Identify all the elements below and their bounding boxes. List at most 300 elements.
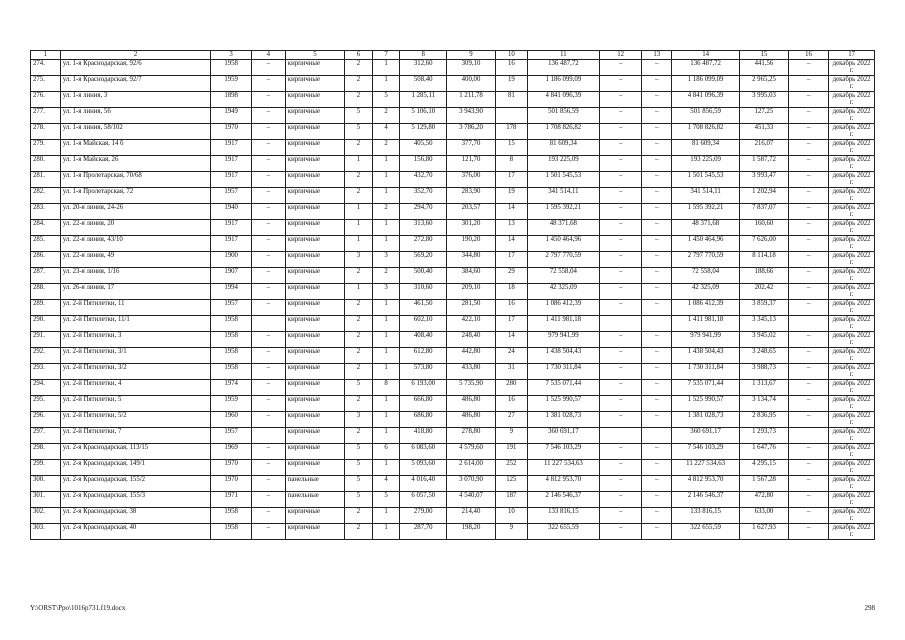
table-cell: 2 [345,364,373,380]
table-cell: – [642,204,672,220]
table-cell: 81 609,34 [527,140,599,156]
table-row [31,236,875,252]
table-cell: – [599,508,641,524]
table-cell: 285. [31,236,61,252]
table-cell: – [642,332,672,348]
table-row [31,300,875,316]
table-cell: 501 856,59 [527,108,599,124]
table-cell: – [599,412,641,428]
table-row [31,252,875,268]
table-row [31,220,875,236]
table-row [31,524,875,540]
table-cell: 1 525 990,57 [527,396,599,412]
table-cell: – [599,460,641,476]
table-cell: – [642,268,672,284]
table-cell: – [599,92,641,108]
table-cell: 1 587,72 [740,156,789,172]
table-cell: 1 647,76 [740,444,789,460]
table-row [31,124,875,140]
table-row [31,156,875,172]
table-cell: декабрь 2022 г. [829,460,875,476]
table-cell: 377,70 [447,140,496,156]
table-cell: 1 [345,156,373,172]
table-cell: 322 655,59 [527,524,599,540]
table-cell: 14 [495,332,527,348]
table-row [31,204,875,220]
table-cell: 1 313,67 [740,380,789,396]
table-cell: кирпичные [285,524,344,540]
table-cell: 569,20 [400,252,447,268]
table-cell: 1 525 990,57 [672,396,740,412]
table-cell: кирпичные [285,60,344,76]
table-cell: декабрь 2022 г. [829,348,875,364]
table-cell: 187 [495,492,527,508]
table-cell: – [251,492,285,508]
table-cell: 5 093,60 [400,460,447,476]
table-cell: 1 438 504,43 [672,348,740,364]
table-cell: 1 186 099,09 [672,76,740,92]
table-cell: ул. 26-я линия, 17 [60,284,211,300]
table-cell: 3 988,73 [740,364,789,380]
table-cell: кирпичные [285,268,344,284]
column-number-header: 10 [495,51,527,60]
table-cell: 2 [345,188,373,204]
table-cell: 3 [345,252,373,268]
table-cell: 125 [495,476,527,492]
table-cell: 1 293,73 [740,428,789,444]
table-cell: 6 057,50 [400,492,447,508]
column-number-header: 15 [740,51,789,60]
table-cell: – [788,124,828,140]
table-cell: 278,80 [447,428,496,444]
table-cell: 1969 [211,444,251,460]
table-cell: 573,80 [400,364,447,380]
table-cell: – [642,412,672,428]
table-cell: ул. 2-я Краснодарская, 149/1 [60,460,211,476]
table-cell: 979 941,99 [527,332,599,348]
table-cell: – [788,236,828,252]
table-cell: ул. 2-й Пятилетки, 11 [60,300,211,316]
table-cell: 1 595 392,21 [527,204,599,220]
table-cell: – [788,348,828,364]
table-cell: 352,70 [400,188,447,204]
table-cell: 501 856,59 [672,108,740,124]
table-cell: кирпичные [285,300,344,316]
table-cell: 2 797 770,59 [672,252,740,268]
table-cell: 3 945,02 [740,332,789,348]
table-cell: декабрь 2022 г. [829,60,875,76]
table-cell: 1959 [211,396,251,412]
table-cell: 979 941,99 [672,332,740,348]
column-number-header: 13 [642,51,672,60]
table-cell: – [251,332,285,348]
table-cell: 2 [345,300,373,316]
table-cell: 5 106,10 [400,108,447,124]
table-cell: – [599,220,641,236]
table-cell [788,316,828,332]
table-row [31,60,875,76]
table-cell: декабрь 2022 г. [829,300,875,316]
table-cell: 1958 [211,364,251,380]
table-cell: 2 [345,508,373,524]
table-cell: 18 [495,284,527,300]
table-cell: 405,50 [400,140,447,156]
table-cell: ул. 1-я линия, 3 [60,92,211,108]
table-cell: – [642,252,672,268]
table-cell: кирпичные [285,428,344,444]
table-cell: 11 227 534,63 [672,460,740,476]
table-cell: кирпичные [285,108,344,124]
table-cell: 418,80 [400,428,447,444]
table-row [31,412,875,428]
table-cell: 1 [372,460,400,476]
table-cell: 2 [345,172,373,188]
table-cell: 3 070,90 [447,476,496,492]
table-cell: 2 [345,92,373,108]
table-cell: ул. 2-я Краснодарская, 113/15 [60,444,211,460]
table-cell: 298. [31,444,61,460]
table-cell: 42 325,09 [527,284,599,300]
table-cell: 4 016,40 [400,476,447,492]
table-cell: 1 [372,156,400,172]
table-cell: 274. [31,60,61,76]
table-cell: 17 [495,252,527,268]
table-cell: 5 [345,444,373,460]
table-cell: – [788,396,828,412]
table-cell: ул. 22-я линия, 20 [60,220,211,236]
table-cell: 1 [372,76,400,92]
table-cell: 48 371,68 [527,220,599,236]
table-cell: 1917 [211,172,251,188]
table-cell: – [251,300,285,316]
table-cell: 8 [495,156,527,172]
table-cell: 2 [345,140,373,156]
table-cell: 178 [495,124,527,140]
table-cell: 13 [495,220,527,236]
table-cell: – [599,124,641,140]
table-cell: – [788,156,828,172]
table-cell: 7 546 103,29 [527,444,599,460]
column-number-header: 8 [400,51,447,60]
table-cell: – [642,108,672,124]
table-cell: – [251,92,285,108]
table-cell: 2 146 546,37 [527,492,599,508]
table-row [31,140,875,156]
table-cell: 1 [372,412,400,428]
table-cell: кирпичные [285,364,344,380]
table-cell: кирпичные [285,236,344,252]
table-cell: декабрь 2022 г. [829,252,875,268]
table-cell: 322 655,59 [672,524,740,540]
table-cell: 136 487,72 [672,60,740,76]
table-cell: декабрь 2022 г. [829,76,875,92]
table-cell: – [251,204,285,220]
table-cell: 461,50 [400,300,447,316]
table-cell: 300. [31,476,61,492]
table-cell: кирпичные [285,396,344,412]
table-cell: 1 285,11 [400,92,447,108]
table-cell: 160,60 [740,220,789,236]
table-cell: 666,80 [400,396,447,412]
table-cell: 2 [345,268,373,284]
table-cell: 15 [495,140,527,156]
table-cell: 191 [495,444,527,460]
table-cell: – [788,364,828,380]
table-cell: – [251,124,285,140]
table-cell: 2 [372,140,400,156]
table-cell: 1949 [211,108,251,124]
table-cell: 1957 [211,428,251,444]
table-cell: 19 [495,188,527,204]
table-cell: ул. 1-я линия, 56 [60,108,211,124]
table-cell: декабрь 2022 г. [829,412,875,428]
table-cell: кирпичные [285,140,344,156]
table-cell: ул. 22-я линия, 49 [60,252,211,268]
table-cell: – [599,380,641,396]
table-cell: 193 225,09 [527,156,599,172]
table-cell: 9 [495,524,527,540]
table-cell: 1 501 545,53 [527,172,599,188]
table-cell: 282. [31,188,61,204]
table-cell: декабрь 2022 г. [829,156,875,172]
table-cell: 48 371,68 [672,220,740,236]
table-cell: 5 [345,476,373,492]
table-cell: – [599,444,641,460]
table-cell: панельные [285,492,344,508]
table-cell: 4 812 953,70 [527,476,599,492]
table-cell: ул. 2-я Краснодарская, 155/2 [60,476,211,492]
table-row [31,348,875,364]
page-number: 298 [864,604,875,612]
table-cell: 3 [372,252,400,268]
footer-file-path: Y:\ORST\Ppo\1016p731.f19.docx [30,604,126,612]
table-cell: 5 [345,492,373,508]
table-cell: 1 411 981,18 [527,316,599,332]
table-cell: – [788,476,828,492]
table-cell: 313,60 [400,220,447,236]
table-cell: 136 487,72 [527,60,599,76]
table-cell [642,316,672,332]
table-cell: ул. 2-й Пятилетки, 4 [60,380,211,396]
table-cell: – [788,220,828,236]
table-cell: ул. 2-я Краснодарская, 40 [60,524,211,540]
table-cell: 283,90 [447,188,496,204]
table-cell: 24 [495,348,527,364]
table-cell: – [788,172,828,188]
table-cell: 4 579,60 [447,444,496,460]
table-cell: 2 965,25 [740,76,789,92]
table-cell: 1 186 099,09 [527,76,599,92]
table-cell: – [251,156,285,172]
table-cell: 1917 [211,156,251,172]
table-cell: 1970 [211,476,251,492]
table-row [31,380,875,396]
table-cell: 6 083,60 [400,444,447,460]
table-cell: ул. 1-я Майская, 26 [60,156,211,172]
table-cell: 193 225,09 [672,156,740,172]
table-cell: ул. 2-й Пятилетки, 5/2 [60,412,211,428]
table-cell: 4 841 096,39 [527,92,599,108]
table-cell: – [251,508,285,524]
table-cell: – [642,124,672,140]
table-cell: 1974 [211,380,251,396]
table-cell: – [788,492,828,508]
table-cell: 1994 [211,284,251,300]
column-number-header: 16 [788,51,828,60]
table-cell: – [599,252,641,268]
table-cell: 1898 [211,92,251,108]
table-cell: кирпичные [285,332,344,348]
table-cell: 1 [372,524,400,540]
table-cell: – [788,76,828,92]
table-cell: декабрь 2022 г. [829,204,875,220]
table-cell: 376,00 [447,172,496,188]
table-cell: – [642,60,672,76]
table-cell: 296. [31,412,61,428]
table-cell: кирпичные [285,92,344,108]
table-cell: 1 567,28 [740,476,789,492]
table-cell: 288. [31,284,61,300]
table-cell: 42 325,09 [672,284,740,300]
table-cell: 279,00 [400,508,447,524]
table-cell: – [599,364,641,380]
table-cell: 190,20 [447,236,496,252]
table-cell: 1 438 504,43 [527,348,599,364]
table-cell: 214,40 [447,508,496,524]
table-cell: 5 [345,108,373,124]
table-cell: кирпичные [285,188,344,204]
table-cell: – [599,204,641,220]
table-cell: ул. 1-я Краснодарская, 92/7 [60,76,211,92]
table-cell: 281. [31,172,61,188]
table-cell: 408,40 [400,332,447,348]
table-cell: 686,80 [400,412,447,428]
table-cell: 7 546 103,29 [672,444,740,460]
table-cell: – [788,524,828,540]
table-cell: 17 [495,316,527,332]
table-cell: – [251,188,285,204]
table-cell: – [599,156,641,172]
table-cell: ул. 1-я Майская, 14 б [60,140,211,156]
table-row [31,268,875,284]
table-cell: 3 786,20 [447,124,496,140]
table-cell: 1958 [211,60,251,76]
table-cell: кирпичные [285,172,344,188]
table-cell: 442,80 [447,348,496,364]
table-cell: 1 [372,428,400,444]
table-cell: 1917 [211,140,251,156]
table-cell: 1 [372,348,400,364]
table-cell: декабрь 2022 г. [829,140,875,156]
table-cell: – [642,396,672,412]
table-cell: декабрь 2022 г. [829,428,875,444]
table-cell: 1957 [211,188,251,204]
column-number-header: 1 [31,51,61,60]
table-cell: 486,80 [447,396,496,412]
table-cell: 602,10 [400,316,447,332]
table-cell: кирпичные [285,412,344,428]
table-cell: ул. 20-я линия, 24-26 [60,204,211,220]
table-cell: ул. 2-я Краснодарская, 155/3 [60,492,211,508]
table-cell: декабрь 2022 г. [829,476,875,492]
table-cell: 422,10 [447,316,496,332]
table-row [31,92,875,108]
table-cell: – [642,236,672,252]
table-cell: декабрь 2022 г. [829,92,875,108]
buildings-table [30,50,875,540]
table-cell: – [642,492,672,508]
table-cell: 1958 [211,348,251,364]
table-cell [599,316,641,332]
table-cell [642,428,672,444]
column-number-header: 11 [527,51,599,60]
table-cell: 2 836,95 [740,412,789,428]
table-cell: 286. [31,252,61,268]
table-cell: – [251,236,285,252]
table-cell: декабрь 2022 г. [829,172,875,188]
table-cell: 3 345,13 [740,316,789,332]
table-cell: 283. [31,204,61,220]
table-cell: 289. [31,300,61,316]
table-cell: 1 [372,364,400,380]
table-cell: 2 [345,396,373,412]
table-cell: – [599,236,641,252]
table-cell: кирпичные [285,508,344,524]
table-cell: 384,60 [447,268,496,284]
table-cell: 400,00 [447,76,496,92]
table-cell: декабрь 2022 г. [829,124,875,140]
column-number-header: 9 [447,51,496,60]
table-cell: 341 514,11 [672,188,740,204]
table-cell: 1 627,93 [740,524,789,540]
table-cell: 299. [31,460,61,476]
column-number-header: 4 [251,51,285,60]
table-cell: 2 [345,60,373,76]
column-number-header: 3 [211,51,251,60]
table-cell: кирпичные [285,124,344,140]
table-cell: 2 [345,76,373,92]
table-cell: 277. [31,108,61,124]
table-cell: декабрь 2022 г. [829,316,875,332]
table-cell: 2 [372,268,400,284]
table-cell: 432,70 [400,172,447,188]
table-cell: ул. 1-я Пролетарская, 70/68 [60,172,211,188]
table-cell: 297. [31,428,61,444]
table-cell: – [599,60,641,76]
table-cell: ул. 2-й Пятилетки, 7 [60,428,211,444]
table-cell: 2 [345,316,373,332]
table-cell: 17 [495,172,527,188]
table-cell: 3 248,65 [740,348,789,364]
table-cell: – [788,300,828,316]
table-cell: – [599,108,641,124]
table-cell: 1 381 028,73 [672,412,740,428]
table-cell: – [251,220,285,236]
table-cell: 1 [345,220,373,236]
table-cell: 1 381 028,73 [527,412,599,428]
table-cell: – [599,300,641,316]
table-cell: – [642,220,672,236]
table-cell: – [642,524,672,540]
table-cell: декабрь 2022 г. [829,492,875,508]
table-cell: 4 [372,124,400,140]
table-cell: – [788,508,828,524]
table-cell: – [251,76,285,92]
table-cell: 2 [345,428,373,444]
table-cell: 5 735,90 [447,380,496,396]
table-cell: 1 [372,332,400,348]
table-cell: 133 816,15 [672,508,740,524]
